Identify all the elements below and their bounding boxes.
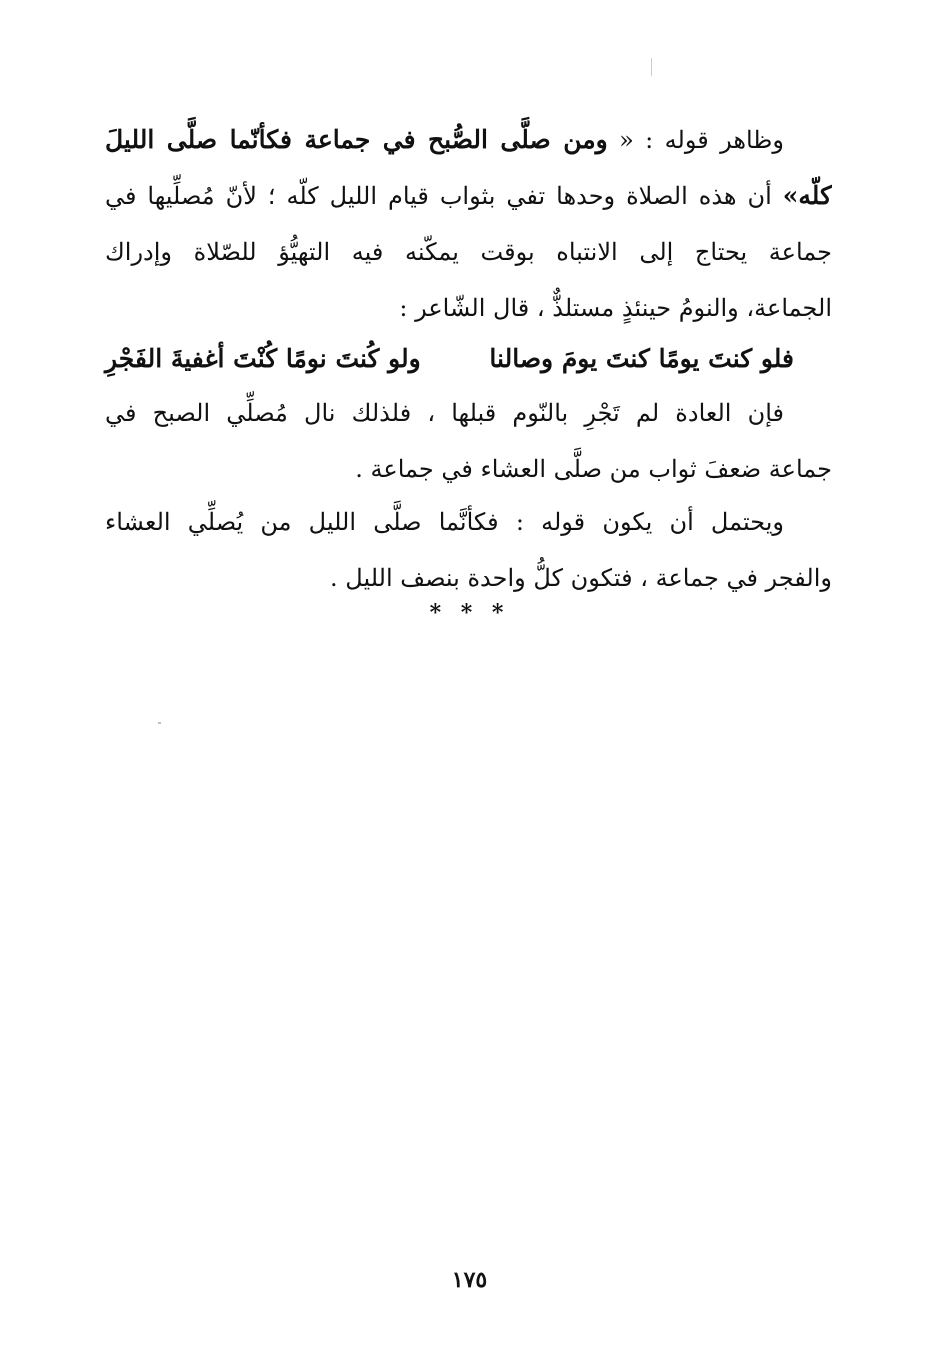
paragraph-2-line-2: جماعة ضعفَ ثواب من صلَّى العشاء في جماعة . (355, 455, 832, 483)
paragraph-1-line-1 (105, 112, 832, 168)
paragraph-3 (105, 494, 832, 606)
paragraph-3-line-2: والفجر في جماعة ، فتكون كلُّ واحدة بنصف الليل . (330, 564, 832, 592)
scan-speck (651, 58, 652, 76)
paragraph-1-line-2-text: أن هذه الصلاة وحدها تفي بثواب قيام الليل كلّه ؛ لأنّ مُصلِّيها في (105, 182, 783, 210)
verse-hemistich-2: ولو كُنتَ نومًا كُنْتَ أغفيةَ الفَجْرِ (105, 343, 421, 373)
hadith-quote-end: كلّه» (782, 181, 832, 210)
hadith-quote-text: ومن صلَّى الصُّبح في جماعة فكأنّما صلَّى الليلَ (105, 125, 608, 154)
paragraph-1 (105, 112, 832, 336)
paragraph-3-line-1: ويحتمل أن يكون قوله : فكأنَّما صلَّى الليل من يُصلِّي العشاء (105, 508, 784, 536)
verse-hemistich-1: فلو كنتَ يومًا كنتَ يومَ وصالنا (489, 343, 794, 373)
paragraph-1-line-2 (105, 168, 832, 224)
quote-intro-text: وظاهر قوله : « (607, 126, 784, 154)
paragraph-2 (105, 385, 832, 497)
paragraph-1-line-3: جماعة يحتاج إلى الانتباه بوقت يمكّنه فيه التهيُّؤ للصّلاة وإدراك (105, 238, 832, 266)
scan-speck (158, 722, 161, 724)
verse-line (105, 330, 832, 386)
paragraph-1-line-4: الجماعة، والنومُ حينئذٍ مستلذٌّ ، قال الشّاعر : (399, 294, 832, 322)
page-number: ١٧٥ (451, 1267, 488, 1293)
poetry-verse (105, 330, 832, 386)
paragraph-2-line-1: فإن العادة لم تَجْرِ بالنّوم قبلها ، فلذلك نال مُصلِّي الصبح في (105, 399, 784, 427)
section-separator: * * * (429, 600, 510, 626)
